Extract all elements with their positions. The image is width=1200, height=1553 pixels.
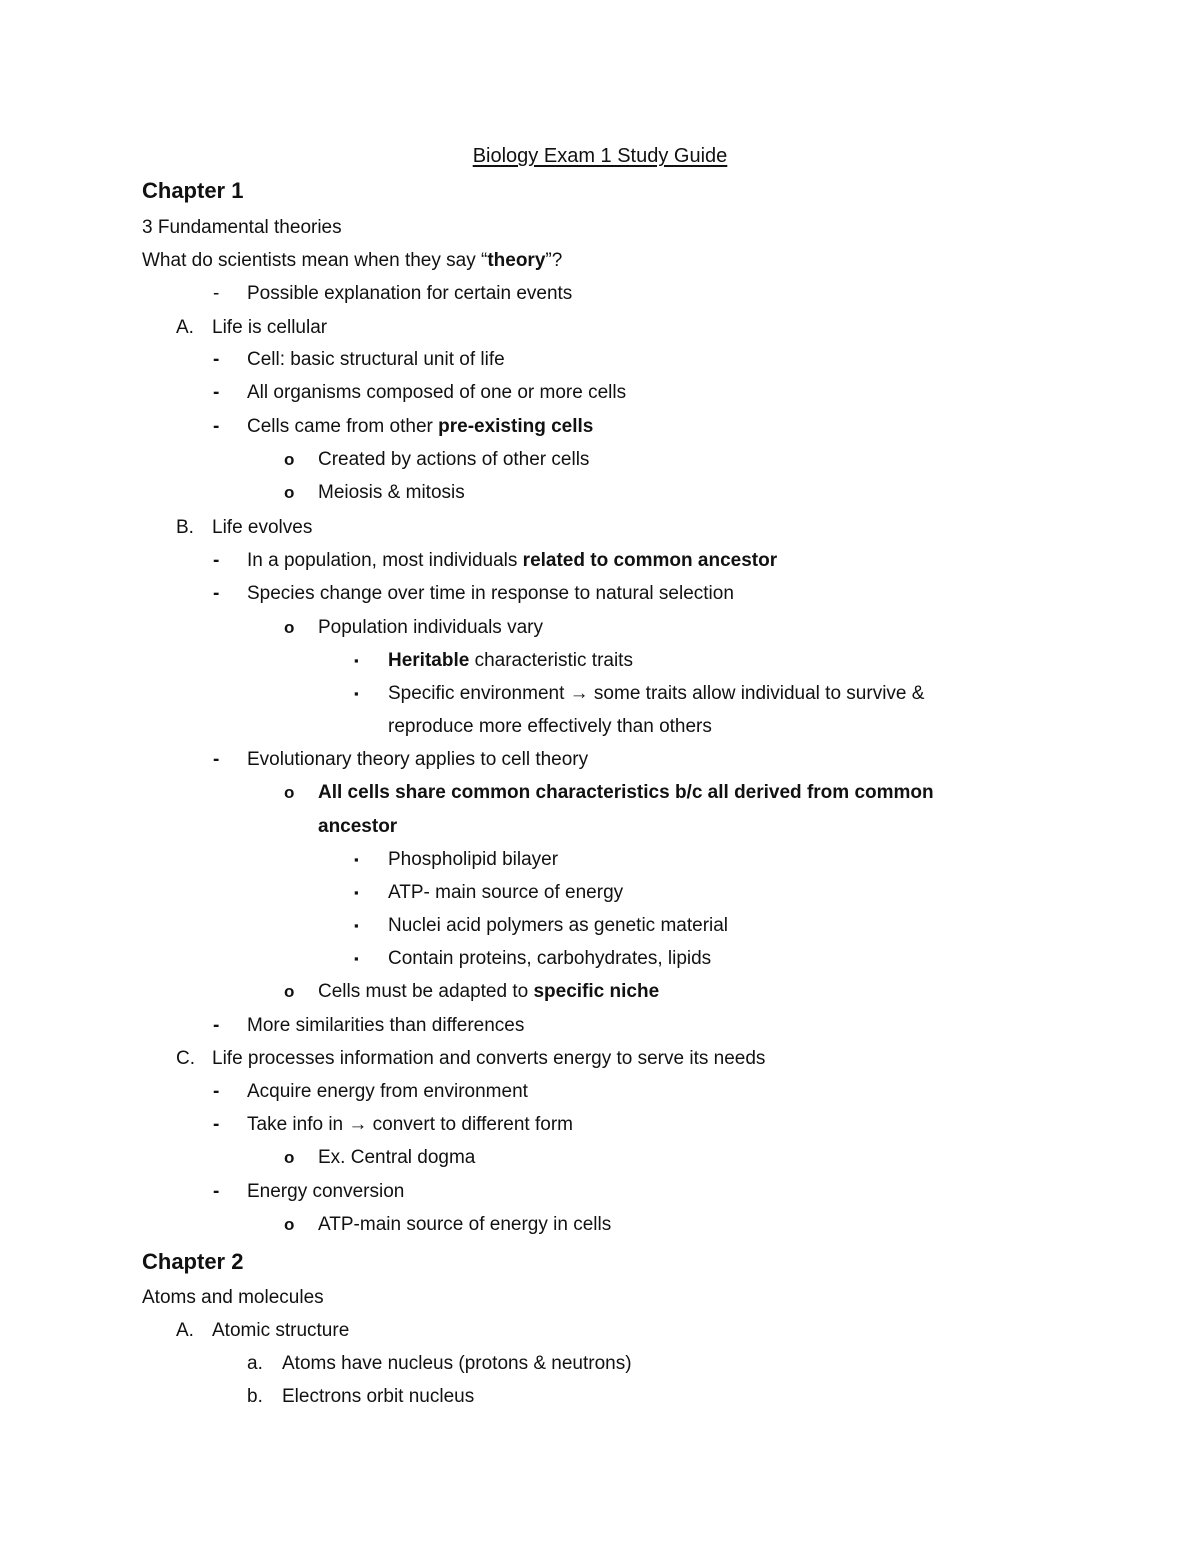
intro-question-text: What do scientists mean when they say “ xyxy=(142,250,488,271)
list-item xyxy=(388,649,633,673)
square-bullet-marker: ▪ xyxy=(354,852,359,867)
list-item: Acquire energy from environment xyxy=(247,1081,528,1102)
outline-marker-b-lower: b. xyxy=(247,1386,263,1407)
dash-bullet-marker: - xyxy=(213,382,220,403)
list-item-continuation: ancestor xyxy=(318,816,398,837)
list-item-text: Cells came from other xyxy=(247,416,439,437)
chapter-2-heading: Chapter 2 xyxy=(142,1249,244,1274)
list-item: Contain proteins, carbohydrates, lipids xyxy=(388,948,712,969)
list-item: Evolutionary theory applies to cell theory xyxy=(247,749,589,770)
list-item: Electrons orbit nucleus xyxy=(282,1386,475,1407)
theory-definition: Possible explanation for certain events xyxy=(247,283,573,304)
circle-bullet-marker: o xyxy=(284,982,295,1001)
square-bullet-marker: ▪ xyxy=(354,918,359,933)
outline-marker-a: A. xyxy=(176,317,194,338)
square-bullet-marker: ▪ xyxy=(354,885,359,900)
circle-bullet-marker: o xyxy=(284,450,295,469)
list-item: Ex. Central dogma xyxy=(318,1147,476,1168)
list-item-bold: Heritable xyxy=(388,650,470,671)
dash-bullet-marker: - xyxy=(213,749,220,770)
list-item: Population individuals vary xyxy=(318,617,543,638)
circle-bullet-marker: o xyxy=(284,1215,295,1234)
dash-bullet-marker: - xyxy=(213,1181,220,1202)
list-item: More similarities than differences xyxy=(247,1015,525,1036)
list-item-bold: specific niche xyxy=(533,981,660,1002)
dash-bullet-marker: - xyxy=(213,1114,220,1135)
dash-bullet-marker: - xyxy=(213,283,220,304)
list-item: ATP- main source of energy xyxy=(388,882,624,903)
document-title: Biology Exam 1 Study Guide xyxy=(472,145,728,167)
dash-bullet-marker: - xyxy=(213,550,220,571)
list-item: Meiosis & mitosis xyxy=(318,482,465,503)
dash-bullet-marker: - xyxy=(213,349,220,370)
outline-marker-a-lower: a. xyxy=(247,1353,263,1374)
list-item: Cell: basic structural unit of life xyxy=(247,349,505,370)
list-item: All organisms composed of one or more cells xyxy=(247,382,627,403)
list-item: Species change over time in response to natural selection xyxy=(247,583,734,604)
section-a-title: Atomic structure xyxy=(212,1320,350,1341)
outline-marker-c: C. xyxy=(176,1048,195,1069)
square-bullet-marker: ▪ xyxy=(354,686,359,701)
square-bullet-marker: ▪ xyxy=(354,653,359,668)
circle-bullet-marker: o xyxy=(284,483,295,502)
circle-bullet-marker: o xyxy=(284,783,295,802)
list-item-bold: related to common ancestor xyxy=(522,550,778,571)
list-item xyxy=(247,415,593,439)
list-item-bold: pre-existing cells xyxy=(438,416,594,437)
chapter-1-intro-line-2 xyxy=(142,249,562,273)
chapter-1-heading: Chapter 1 xyxy=(142,178,244,203)
circle-bullet-marker: o xyxy=(284,618,295,637)
dash-bullet-marker: - xyxy=(213,416,220,437)
list-item-text: characteristic traits xyxy=(469,650,633,671)
list-item xyxy=(247,549,777,573)
list-item: Atoms have nucleus (protons & neutrons) xyxy=(282,1353,632,1374)
dash-bullet-marker: - xyxy=(213,583,220,604)
list-item-text: Cells must be adapted to xyxy=(318,981,534,1002)
circle-bullet-marker: o xyxy=(284,1148,295,1167)
dash-bullet-marker: - xyxy=(213,1081,220,1102)
section-c-title: Life processes information and converts energy to serve its needs xyxy=(212,1048,766,1069)
chapter-2-intro: Atoms and molecules xyxy=(142,1287,324,1308)
list-item-text: In a population, most individuals xyxy=(247,550,523,571)
list-item: Energy conversion xyxy=(247,1181,405,1202)
intro-question-bold: theory xyxy=(487,250,546,271)
list-item-continuation: reproduce more effectively than others xyxy=(388,716,712,737)
dash-bullet-marker: - xyxy=(213,1015,220,1036)
square-bullet-marker: ▪ xyxy=(354,951,359,966)
list-item xyxy=(318,980,659,1004)
list-item: All cells share common characteristics b/c all derived from common xyxy=(318,782,934,803)
outline-marker-a: A. xyxy=(176,1320,194,1341)
list-item: Created by actions of other cells xyxy=(318,449,590,470)
list-item: ATP-main source of energy in cells xyxy=(318,1214,612,1235)
chapter-1-intro-line-1: 3 Fundamental theories xyxy=(142,217,342,238)
outline-marker-b: B. xyxy=(176,517,194,538)
list-item: Take info in → convert to different form xyxy=(247,1114,573,1135)
section-b-title: Life evolves xyxy=(212,517,313,538)
list-item: Nuclei acid polymers as genetic material xyxy=(388,915,729,936)
intro-question-end: ”? xyxy=(545,250,563,271)
list-item: Specific environment → some traits allow individual to survive & xyxy=(388,683,925,704)
list-item: Phospholipid bilayer xyxy=(388,849,559,870)
section-a-title: Life is cellular xyxy=(212,317,328,338)
